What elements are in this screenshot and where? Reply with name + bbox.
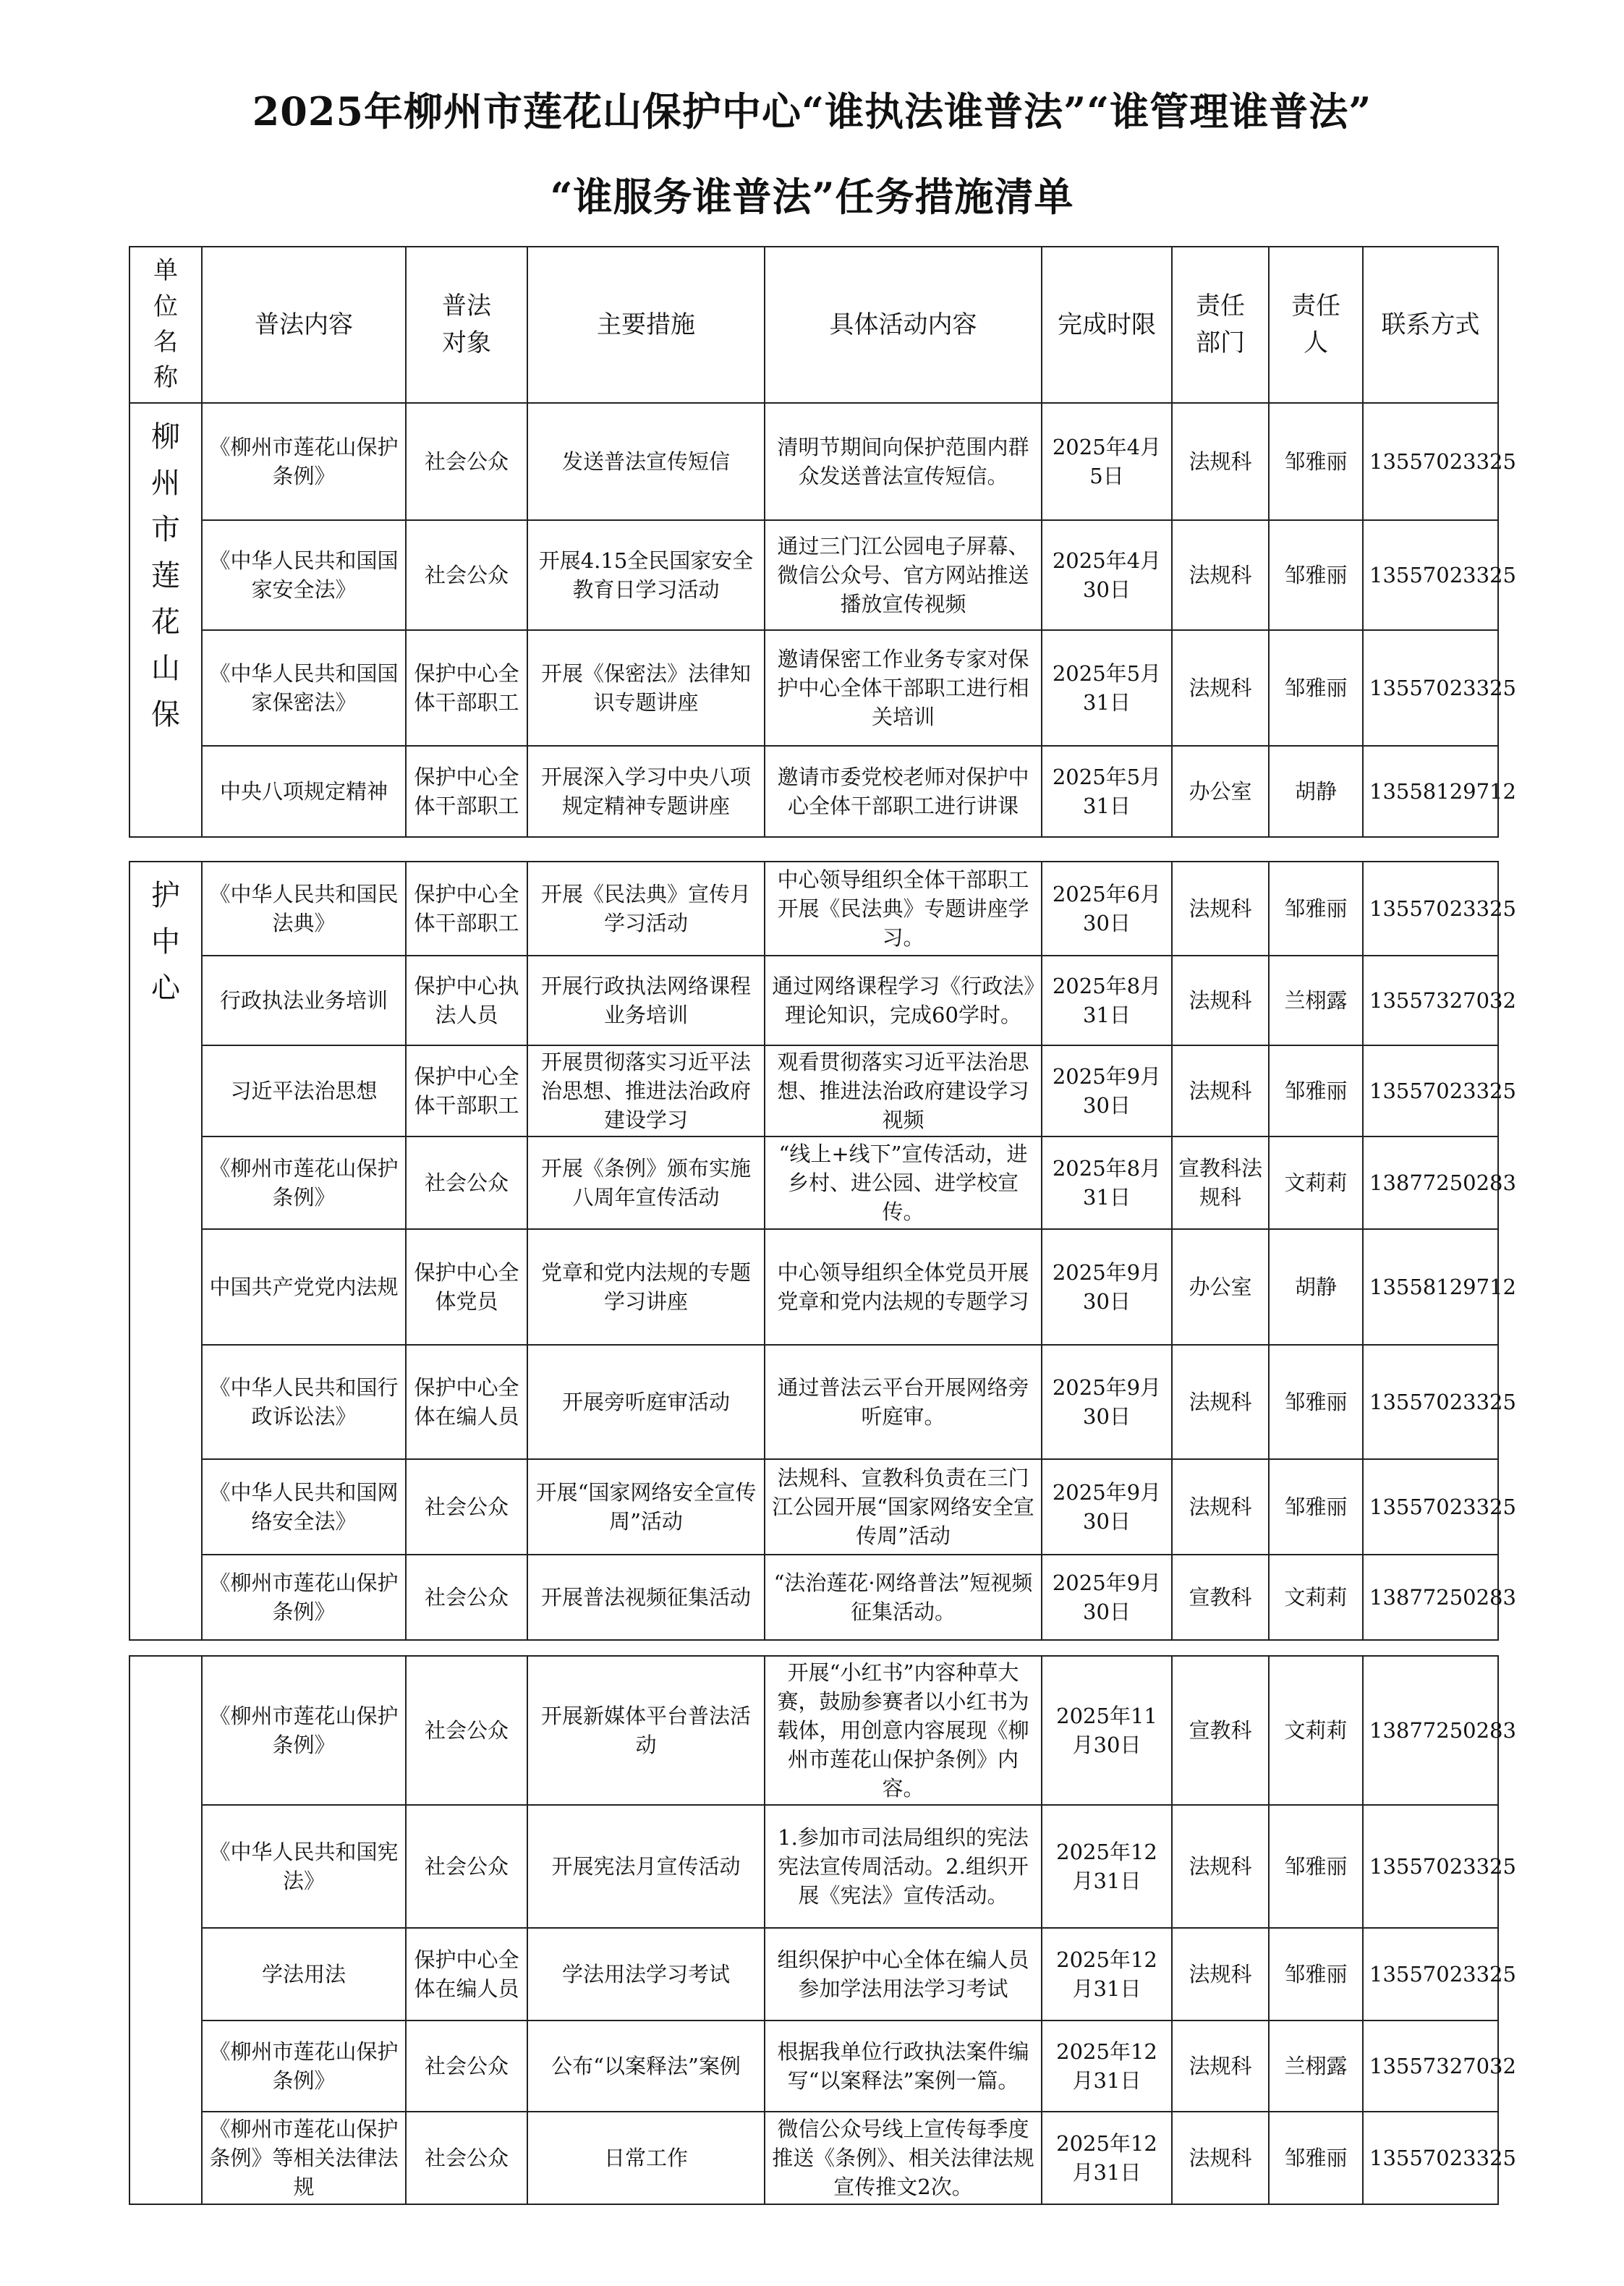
row-dept: 法规科 [1172, 630, 1269, 746]
row-dept: 法规科 [1172, 956, 1269, 1045]
row-content: 中国共产党党内法规 [202, 1229, 406, 1345]
table-row [129, 1928, 1498, 2021]
table-row [129, 956, 1498, 1045]
header-deadline: 完成时限 [1042, 247, 1172, 403]
row-contact: 13557023325 [1363, 520, 1498, 630]
row-content: 《中华人民共和国宪法》 [202, 1805, 406, 1928]
row-deadline: 2025年9月30日 [1042, 1555, 1172, 1640]
row-person: 邹雅丽 [1269, 1345, 1363, 1459]
row-activity: 通过普法云平台开展网络旁听庭审。 [765, 1345, 1042, 1459]
row-measure: 开展新媒体平台普法活动 [527, 1656, 765, 1805]
row-measure: 开展贯彻落实习近平法治思想、推进法治政府建设学习 [527, 1045, 765, 1136]
row-dept: 办公室 [1172, 1229, 1269, 1345]
row-deadline: 2025年12月31日 [1042, 2021, 1172, 2112]
row-measure: 开展旁听庭审活动 [527, 1345, 765, 1459]
row-deadline: 2025年5月31日 [1042, 630, 1172, 746]
unit-name-cell: 护中心 [129, 862, 202, 1640]
row-measure: 开展4.15全民国家安全教育日学习活动 [527, 520, 765, 630]
row-content: 《柳州市莲花山保护条例》 [202, 403, 406, 520]
row-target: 社会公众 [406, 2112, 527, 2204]
row-person: 胡静 [1269, 746, 1363, 837]
row-activity: “法治莲花·网络普法”短视频征集活动。 [765, 1555, 1042, 1640]
header-content: 普法内容 [202, 247, 406, 403]
row-contact: 13557327032 [1363, 956, 1498, 1045]
row-dept: 宣教科 [1172, 1656, 1269, 1805]
row-target: 社会公众 [406, 520, 527, 630]
header-dept: 责任部门 [1172, 247, 1269, 403]
row-contact: 13877250283 [1363, 1555, 1498, 1640]
table-row [129, 1045, 1498, 1136]
table-row [129, 1136, 1498, 1229]
row-content: 《柳州市莲花山保护条例》 [202, 1136, 406, 1229]
row-content: 《中华人民共和国国家保密法》 [202, 630, 406, 746]
row-content: 《中华人民共和国民法典》 [202, 862, 406, 956]
row-dept: 法规科 [1172, 862, 1269, 956]
task-table-segment-3 [129, 1655, 1516, 2205]
row-deadline: 2025年12月31日 [1042, 1805, 1172, 1928]
row-dept: 法规科 [1172, 1459, 1269, 1555]
header-activity: 具体活动内容 [765, 247, 1042, 403]
row-contact: 13557327032 [1363, 2021, 1498, 2112]
row-contact: 13877250283 [1363, 1136, 1498, 1229]
row-dept: 法规科 [1172, 2112, 1269, 2204]
row-dept: 法规科 [1172, 1345, 1269, 1459]
row-activity: 微信公众号线上宣传每季度推送《条例》、相关法律法规宣传推文2次。 [765, 2112, 1042, 2204]
row-deadline: 2025年9月30日 [1042, 1345, 1172, 1459]
row-dept: 法规科 [1172, 2021, 1269, 2112]
row-deadline: 2025年9月30日 [1042, 1459, 1172, 1555]
row-person: 邹雅丽 [1269, 520, 1363, 630]
row-person: 邹雅丽 [1269, 1459, 1363, 1555]
row-target: 保护中心全体在编人员 [406, 1928, 527, 2021]
row-contact: 13557023325 [1363, 1459, 1498, 1555]
row-content: 《柳州市莲花山保护条例》等相关法律法规 [202, 2112, 406, 2204]
row-dept: 法规科 [1172, 403, 1269, 520]
row-activity: 1.参加市司法局组织的宪法宪法宣传周活动。2.组织开展《宪法》宣传活动。 [765, 1805, 1042, 1928]
row-dept: 法规科 [1172, 520, 1269, 630]
row-dept: 宣教科法规科 [1172, 1136, 1269, 1229]
row-activity: 通过三门江公园电子屏幕、微信公众号、官方网站推送播放宣传视频 [765, 520, 1042, 630]
row-target: 保护中心全体干部职工 [406, 1045, 527, 1136]
row-activity: 开展“小红书”内容种草大赛，鼓励参赛者以小红书为载体，用创意内容展现《柳州市莲花山保护条例》内容。 [765, 1656, 1042, 1805]
row-person: 邹雅丽 [1269, 1045, 1363, 1136]
row-contact: 13557023325 [1363, 1928, 1498, 2021]
table-row [129, 2021, 1498, 2112]
row-content: 行政执法业务培训 [202, 956, 406, 1045]
header-measure: 主要措施 [527, 247, 765, 403]
row-dept: 办公室 [1172, 746, 1269, 837]
row-deadline: 2025年4月30日 [1042, 520, 1172, 630]
row-target: 社会公众 [406, 1459, 527, 1555]
header-person: 责任人 [1269, 247, 1363, 403]
row-target: 社会公众 [406, 403, 527, 520]
row-target: 社会公众 [406, 1555, 527, 1640]
row-measure: 日常工作 [527, 2112, 765, 2204]
table-row [129, 2112, 1498, 2204]
row-person: 邹雅丽 [1269, 862, 1363, 956]
table-row [129, 1805, 1498, 1928]
row-deadline: 2025年12月31日 [1042, 1928, 1172, 2021]
row-activity: 法规科、宣教科负责在三门江公园开展“国家网络安全宣传周”活动 [765, 1459, 1042, 1555]
row-content: 《柳州市莲花山保护条例》 [202, 1555, 406, 1640]
row-activity: 清明节期间向保护范围内群众发送普法宣传短信。 [765, 403, 1042, 520]
task-table-segment-2 [129, 861, 1516, 1641]
row-person: 文莉莉 [1269, 1555, 1363, 1640]
row-content: 学法用法 [202, 1928, 406, 2021]
table-row [129, 403, 1498, 520]
row-deadline: 2025年12月31日 [1042, 2112, 1172, 2204]
row-target: 社会公众 [406, 1805, 527, 1928]
row-contact: 13877250283 [1363, 1656, 1498, 1805]
row-dept: 法规科 [1172, 1045, 1269, 1136]
table-row [129, 746, 1498, 837]
row-person: 邹雅丽 [1269, 1928, 1363, 2021]
row-target: 保护中心执法人员 [406, 956, 527, 1045]
row-person: 兰栩露 [1269, 956, 1363, 1045]
table-row [129, 1229, 1498, 1345]
row-dept: 法规科 [1172, 1928, 1269, 2021]
row-person: 兰栩露 [1269, 2021, 1363, 2112]
row-content: 《中华人民共和国网络安全法》 [202, 1459, 406, 1555]
row-measure: 开展《民法典》宣传月学习活动 [527, 862, 765, 956]
row-target: 保护中心全体在编人员 [406, 1345, 527, 1459]
row-content: 《中华人民共和国行政诉讼法》 [202, 1345, 406, 1459]
header-target: 普法对象 [406, 247, 527, 403]
row-activity: 观看贯彻落实习近平法治思想、推进法治政府建设学习视频 [765, 1045, 1042, 1136]
row-content: 《柳州市莲花山保护条例》 [202, 2021, 406, 2112]
row-content: 习近平法治思想 [202, 1045, 406, 1136]
table-row [129, 1656, 1498, 1805]
row-measure: 发送普法宣传短信 [527, 403, 765, 520]
row-contact: 13557023325 [1363, 1045, 1498, 1136]
row-content: 中央八项规定精神 [202, 746, 406, 837]
row-activity: “线上+线下”宣传活动，进乡村、进公园、进学校宣传。 [765, 1136, 1042, 1229]
row-activity: 邀请保密工作业务专家对保护中心全体干部职工进行相关培训 [765, 630, 1042, 746]
row-person: 邹雅丽 [1269, 403, 1363, 520]
row-contact: 13557023325 [1363, 2112, 1498, 2204]
row-contact: 13557023325 [1363, 1345, 1498, 1459]
table-row [129, 1555, 1498, 1640]
row-measure: 学法用法学习考试 [527, 1928, 765, 2021]
unit-name-cell [129, 1656, 202, 2204]
document-title-line-2: “谁服务谁普法”任务措施清单 [550, 174, 1074, 220]
row-dept: 法规科 [1172, 1805, 1269, 1928]
task-table-segment-1 [129, 246, 1516, 838]
row-content: 《柳州市莲花山保护条例》 [202, 1656, 406, 1805]
row-measure: 开展宪法月宣传活动 [527, 1805, 765, 1928]
header-row [129, 247, 1498, 403]
table-row [129, 1345, 1498, 1459]
row-contact: 13558129712 [1363, 746, 1498, 837]
row-target: 保护中心全体干部职工 [406, 630, 527, 746]
row-target: 社会公众 [406, 2021, 527, 2112]
row-person: 邹雅丽 [1269, 2112, 1363, 2204]
header-unit: 单位名称 [129, 247, 202, 403]
row-person: 文莉莉 [1269, 1656, 1363, 1805]
row-target: 保护中心全体干部职工 [406, 862, 527, 956]
row-activity: 中心领导组织全体干部职工开展《民法典》专题讲座学习。 [765, 862, 1042, 956]
row-deadline: 2025年8月31日 [1042, 956, 1172, 1045]
row-activity: 中心领导组织全体党员开展党章和党内法规的专题学习 [765, 1229, 1042, 1345]
row-person: 邹雅丽 [1269, 1805, 1363, 1928]
header-contact: 联系方式 [1363, 247, 1498, 403]
row-person: 胡静 [1269, 1229, 1363, 1345]
row-content: 《中华人民共和国国家安全法》 [202, 520, 406, 630]
row-measure: 开展深入学习中央八项规定精神专题讲座 [527, 746, 765, 837]
document-title-line-1: 2025年柳州市莲花山保护中心“谁执法谁普法”“谁管理谁普法” [252, 88, 1372, 135]
unit-name-cell: 柳州市莲花山保 [129, 403, 202, 837]
row-contact: 13557023325 [1363, 1805, 1498, 1928]
table-row [129, 520, 1498, 630]
row-measure: 开展“国家网络安全宣传周”活动 [527, 1459, 765, 1555]
row-target: 保护中心全体干部职工 [406, 746, 527, 837]
row-measure: 党章和党内法规的专题学习讲座 [527, 1229, 765, 1345]
row-deadline: 2025年11月30日 [1042, 1656, 1172, 1805]
row-deadline: 2025年4月5日 [1042, 403, 1172, 520]
row-deadline: 2025年5月31日 [1042, 746, 1172, 837]
row-person: 邹雅丽 [1269, 630, 1363, 746]
row-activity: 邀请市委党校老师对保护中心全体干部职工进行讲课 [765, 746, 1042, 837]
row-activity: 组织保护中心全体在编人员参加学法用法学习考试 [765, 1928, 1042, 2021]
row-contact: 13557023325 [1363, 630, 1498, 746]
row-measure: 开展《条例》颁布实施八周年宣传活动 [527, 1136, 765, 1229]
row-target: 社会公众 [406, 1656, 527, 1805]
row-contact: 13557023325 [1363, 403, 1498, 520]
row-activity: 通过网络课程学习《行政法》理论知识，完成60学时。 [765, 956, 1042, 1045]
row-contact: 13558129712 [1363, 1229, 1498, 1345]
table-row [129, 630, 1498, 746]
row-measure: 公布“以案释法”案例 [527, 2021, 765, 2112]
row-target: 社会公众 [406, 1136, 527, 1229]
row-deadline: 2025年6月30日 [1042, 862, 1172, 956]
row-measure: 开展《保密法》法律知识专题讲座 [527, 630, 765, 746]
row-contact: 13557023325 [1363, 862, 1498, 956]
table-row [129, 1459, 1498, 1555]
row-measure: 开展普法视频征集活动 [527, 1555, 765, 1640]
row-target: 保护中心全体党员 [406, 1229, 527, 1345]
row-activity: 根据我单位行政执法案件编写“以案释法”案例一篇。 [765, 2021, 1042, 2112]
row-deadline: 2025年9月30日 [1042, 1045, 1172, 1136]
row-measure: 开展行政执法网络课程业务培训 [527, 956, 765, 1045]
table-row [129, 862, 1498, 956]
row-deadline: 2025年9月30日 [1042, 1229, 1172, 1345]
row-deadline: 2025年8月31日 [1042, 1136, 1172, 1229]
row-dept: 宣教科 [1172, 1555, 1269, 1640]
row-person: 文莉莉 [1269, 1136, 1363, 1229]
